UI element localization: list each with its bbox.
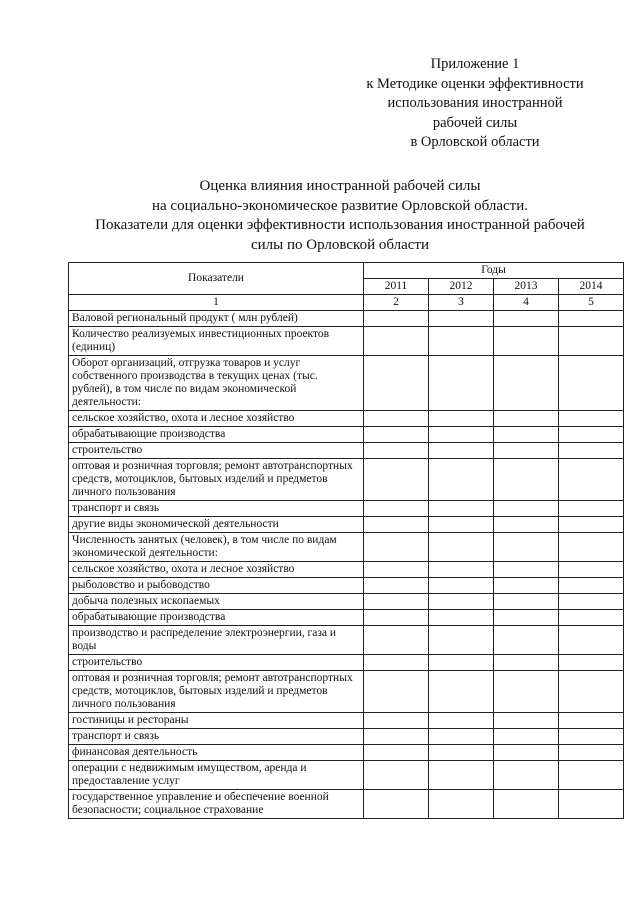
column-number: 5 (559, 295, 624, 311)
year-value-cell (494, 713, 559, 729)
year-value-cell (429, 729, 494, 745)
indicator-label: обрабатывающие производства (69, 427, 364, 443)
year-value-cell (364, 327, 429, 356)
indicator-label: рыболовство и рыбоводство (69, 578, 364, 594)
indicator-label: гостиницы и рестораны (69, 713, 364, 729)
year-value-cell (559, 729, 624, 745)
indicator-label: Валовой региональный продукт ( млн рублей) (69, 311, 364, 327)
year-value-cell (364, 671, 429, 713)
year-value-cell (364, 501, 429, 517)
year-value-cell (559, 745, 624, 761)
year-value-cell (429, 745, 494, 761)
year-value-cell (429, 459, 494, 501)
year-value-cell (559, 562, 624, 578)
indicator-label: оптовая и розничная торговля; ремонт автотранспортных средств, мотоциклов, бытовых изделий и предметов личного пользования (69, 671, 364, 713)
year-value-cell (559, 610, 624, 626)
indicators-table (68, 262, 624, 819)
column-number: 3 (429, 295, 494, 311)
title-line: Оценка влияния иностранной рабочей силы (199, 178, 481, 194)
year-value-cell (494, 443, 559, 459)
year-value-cell (429, 761, 494, 790)
table-row (69, 311, 624, 327)
table-row (69, 626, 624, 655)
year-value-cell (429, 594, 494, 610)
year-value-cell (429, 533, 494, 562)
appendix-line: Приложение 1 (430, 56, 520, 72)
indicator-label: государственное управление и обеспечение военной безопасности; социальное страхование (69, 790, 364, 819)
year-value-cell (559, 671, 624, 713)
year-value-cell (429, 626, 494, 655)
year-value-cell (494, 655, 559, 671)
column-numbers-row (69, 295, 624, 311)
year-value-cell (559, 713, 624, 729)
year-value-cell (429, 610, 494, 626)
indicator-label: производство и распределение электроэнергии, газа и воды (69, 626, 364, 655)
table-row (69, 790, 624, 819)
year-value-cell (494, 517, 559, 533)
column-number: 2 (364, 295, 429, 311)
year-value-cell (494, 327, 559, 356)
year-value-cell (364, 594, 429, 610)
year-2011: 2011 (364, 279, 429, 295)
year-value-cell (494, 459, 559, 501)
year-value-cell (494, 356, 559, 411)
year-value-cell (429, 713, 494, 729)
year-value-cell (364, 790, 429, 819)
table-row (69, 761, 624, 790)
year-value-cell (494, 501, 559, 517)
year-2012: 2012 (429, 279, 494, 295)
year-value-cell (364, 610, 429, 626)
table-row (69, 443, 624, 459)
indicator-label: сельское хозяйство, охота и лесное хозяйство (69, 562, 364, 578)
year-value-cell (559, 459, 624, 501)
year-value-cell (559, 501, 624, 517)
indicator-label: Количество реализуемых инвестиционных проектов (единиц) (69, 327, 364, 356)
year-value-cell (364, 443, 429, 459)
year-value-cell (429, 501, 494, 517)
indicator-label: Оборот организаций, отгрузка товаров и услуг собственного производства в текущих ценах (тыс. рублей), в том числе по видам экономической деятельности: (69, 356, 364, 411)
indicator-label: строительство (69, 655, 364, 671)
year-value-cell (364, 626, 429, 655)
indicator-label: сельское хозяйство, охота и лесное хозяйство (69, 411, 364, 427)
year-value-cell (494, 610, 559, 626)
header-row (69, 263, 624, 279)
year-value-cell (429, 411, 494, 427)
table-row (69, 671, 624, 713)
appendix-line: использования иностранной (387, 95, 563, 111)
year-value-cell (364, 533, 429, 562)
indicator-label: финансовая деятельность (69, 745, 364, 761)
year-value-cell (364, 311, 429, 327)
year-value-cell (559, 790, 624, 819)
table-row (69, 610, 624, 626)
year-value-cell (429, 790, 494, 819)
table-row (69, 655, 624, 671)
year-value-cell (494, 594, 559, 610)
year-value-cell (364, 729, 429, 745)
indicator-label: добыча полезных ископаемых (69, 594, 364, 610)
year-value-cell (559, 443, 624, 459)
indicator-label: транспорт и связь (69, 729, 364, 745)
year-value-cell (559, 533, 624, 562)
year-value-cell (559, 327, 624, 356)
table-row (69, 594, 624, 610)
table-row (69, 517, 624, 533)
year-value-cell (494, 562, 559, 578)
year-value-cell (429, 356, 494, 411)
year-value-cell (494, 745, 559, 761)
table-row (69, 459, 624, 501)
year-value-cell (559, 427, 624, 443)
year-value-cell (364, 356, 429, 411)
table-body (69, 311, 624, 819)
year-value-cell (494, 671, 559, 713)
year-value-cell (494, 533, 559, 562)
table-row (69, 411, 624, 427)
year-value-cell (494, 790, 559, 819)
year-2014: 2014 (559, 279, 624, 295)
appendix-block (340, 55, 610, 153)
year-value-cell (429, 578, 494, 594)
year-value-cell (429, 443, 494, 459)
year-value-cell (559, 578, 624, 594)
year-value-cell (559, 626, 624, 655)
year-value-cell (364, 655, 429, 671)
year-value-cell (559, 655, 624, 671)
indicator-label: оптовая и розничная торговля; ремонт автотранспортных средств, мотоциклов, бытовых изделий и предметов личного пользования (69, 459, 364, 501)
appendix-line: в Орловской области (410, 134, 540, 150)
table-row (69, 356, 624, 411)
year-value-cell (429, 427, 494, 443)
year-value-cell (364, 745, 429, 761)
year-value-cell (559, 356, 624, 411)
year-value-cell (364, 427, 429, 443)
year-value-cell (429, 517, 494, 533)
year-value-cell (429, 671, 494, 713)
table-row (69, 745, 624, 761)
year-value-cell (364, 761, 429, 790)
year-value-cell (494, 626, 559, 655)
year-value-cell (364, 713, 429, 729)
table-row (69, 427, 624, 443)
year-value-cell (494, 729, 559, 745)
year-value-cell (559, 411, 624, 427)
year-value-cell (429, 311, 494, 327)
title-line: силы по Орловской области (251, 236, 429, 253)
indicator-label: транспорт и связь (69, 501, 364, 517)
appendix-line: рабочей силы (432, 114, 518, 131)
year-value-cell (494, 578, 559, 594)
year-value-cell (364, 411, 429, 427)
table-row (69, 562, 624, 578)
year-value-cell (429, 562, 494, 578)
appendix-line: к Методике оценки эффективности (366, 75, 584, 92)
year-value-cell (494, 311, 559, 327)
table-row (69, 533, 624, 562)
document-title (70, 177, 610, 255)
year-value-cell (494, 761, 559, 790)
column-number: 4 (494, 295, 559, 311)
title-line: Показатели для оценки эффективности использования иностранной рабочей (95, 217, 585, 233)
year-value-cell (494, 427, 559, 443)
table-row (69, 713, 624, 729)
year-value-cell (429, 327, 494, 356)
year-value-cell (494, 411, 559, 427)
indicator-label: обрабатывающие производства (69, 610, 364, 626)
year-value-cell (559, 517, 624, 533)
year-value-cell (364, 459, 429, 501)
table-row (69, 729, 624, 745)
table-row (69, 327, 624, 356)
indicator-label: другие виды экономической деятельности (69, 517, 364, 533)
indicator-label: Численность занятых (человек), в том числе по видам экономической деятельности: (69, 533, 364, 562)
year-value-cell (364, 517, 429, 533)
year-2013: 2013 (494, 279, 559, 295)
year-value-cell (429, 655, 494, 671)
header-indicator: Показатели (69, 263, 364, 295)
column-number: 1 (69, 295, 364, 311)
year-value-cell (559, 761, 624, 790)
indicator-label: операции с недвижимым имуществом, аренда и предоставление услуг (69, 761, 364, 790)
title-line: на социально-экономическое развитие Орловской области. (151, 197, 528, 214)
indicator-label: строительство (69, 443, 364, 459)
year-value-cell (364, 562, 429, 578)
table-row (69, 578, 624, 594)
year-value-cell (364, 578, 429, 594)
year-value-cell (559, 594, 624, 610)
year-value-cell (559, 311, 624, 327)
header-years: Годы (364, 263, 624, 279)
table-row (69, 501, 624, 517)
